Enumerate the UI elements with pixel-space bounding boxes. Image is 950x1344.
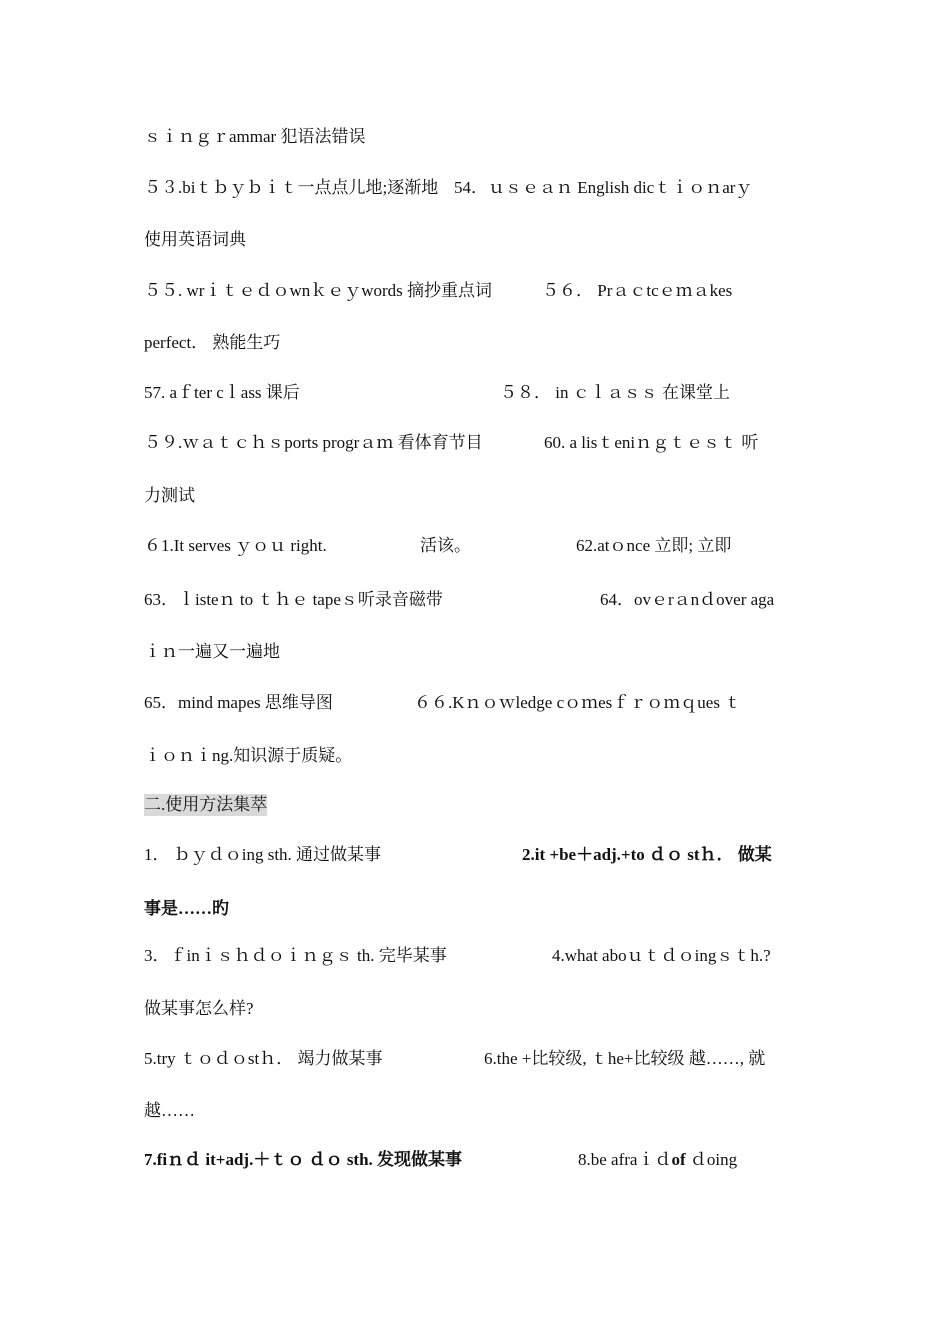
vocab-line — [144, 280, 810, 302]
entry-text: ５３.biｔｂｙｂｉｔ一点点儿地;逐渐地 — [144, 178, 439, 197]
entry-text: 力测试 — [144, 486, 195, 505]
entry-text: perfect． 熟能生巧 — [144, 333, 281, 352]
entry-text: 5.try ｔｏｄｏstｈ． 竭力做某事 — [144, 1049, 383, 1068]
entry-text: 3．ｆinｉｓｈｄｏｉｎｇｓ th. 完毕某事 — [144, 946, 447, 965]
entry-text: 63．ｌisteｎ to ｔｈｅ tapeｓ听录音磁带 — [144, 590, 443, 609]
entry-text: 65．mind mapes 思维导图 — [144, 693, 333, 712]
vocab-line — [144, 177, 810, 199]
vocab-line — [144, 126, 810, 148]
entry-text: ６1.It serves ｙｏｕ right. — [144, 536, 327, 555]
entry-text: ６６.Kｎｏｗledge cｏｍesｆｒｏｍｑues ｔ — [414, 693, 742, 712]
vocab-line — [144, 745, 810, 767]
usage-line — [144, 898, 810, 920]
usage-line — [144, 1048, 810, 1070]
section-heading: 二.使用方法集萃 — [144, 795, 268, 814]
entry-text: 8.be afraｉｄ — [578, 1150, 672, 1169]
vocab-line — [144, 332, 810, 354]
entry-text: 54．ｕｓｅａｎ English dicｔｉｏｎarｙ — [454, 178, 753, 197]
usage-line — [144, 1100, 810, 1122]
entry-text-group — [578, 1149, 737, 1171]
vocab-line — [144, 641, 810, 663]
entry-text: 1． ｂｙｄｏing sth. 通过做某事 — [144, 845, 382, 864]
vocab-line — [144, 589, 810, 611]
entry-text: ５６． Prａｃtcｅｍａkes — [542, 281, 733, 300]
entry-text: ５５. wrｉｔｅｄｏwnｋｅｙwords 摘抄重点词 — [144, 281, 493, 300]
entry-text: 4.what aboｕｔｄｏingｓｔh.? — [552, 946, 771, 965]
vocab-line — [144, 535, 810, 557]
entry-text: ｓｉｎｇｒammar 犯语法错误 — [144, 127, 366, 146]
entry-text: 使用英语词典 — [144, 230, 246, 249]
entry-text: 62.atｏnce 立即; 立即 — [576, 536, 732, 555]
entry-text: 越…… — [144, 1101, 195, 1120]
entry-text: 57. aｆter cｌass 课后 — [144, 383, 300, 402]
vocab-line — [144, 432, 810, 454]
entry-text: 6.the +比较级, ｔhe+比较级 越……, 就 — [484, 1049, 766, 1068]
entry-text: ｉｏｎｉng.知识源于质疑。 — [144, 746, 353, 765]
entry-text: 事是……旳 — [144, 899, 229, 918]
entry-text: ５９.ｗａｔｃｈｓports progrａｍ 看体育节目 — [144, 433, 483, 452]
entry-text: ５８． in ｃｌａｓｓ 在课堂上 — [500, 383, 730, 402]
entry-text: 60. a lisｔeniｎｇｔｅｓｔ 听 — [544, 433, 759, 452]
vocab-line — [144, 382, 810, 404]
entry-text: 活该。 — [420, 536, 471, 555]
entry-text: ｄoing — [689, 1150, 738, 1169]
entry-text: 64．ovｅrａnｄover aga — [600, 590, 775, 609]
usage-line — [144, 844, 810, 866]
entry-text: of — [671, 1150, 686, 1169]
entry-text: 2.it +be＋adj.+to ｄｏ stｈ． 做某 — [522, 845, 772, 864]
usage-line — [144, 998, 810, 1020]
vocab-line — [144, 229, 810, 251]
usage-line — [144, 945, 810, 967]
entry-text: ｉｎ一遍又一遍地 — [144, 642, 280, 661]
entry-text: 做某事怎么样? — [144, 999, 254, 1018]
vocab-line — [144, 485, 810, 507]
section-heading-line — [144, 794, 810, 816]
usage-line — [144, 1149, 810, 1171]
vocab-line — [144, 692, 810, 714]
entry-text: 7.fiｎｄ it+adj.＋ｔｏ ｄｏ sth. 发现做某事 — [144, 1150, 463, 1169]
